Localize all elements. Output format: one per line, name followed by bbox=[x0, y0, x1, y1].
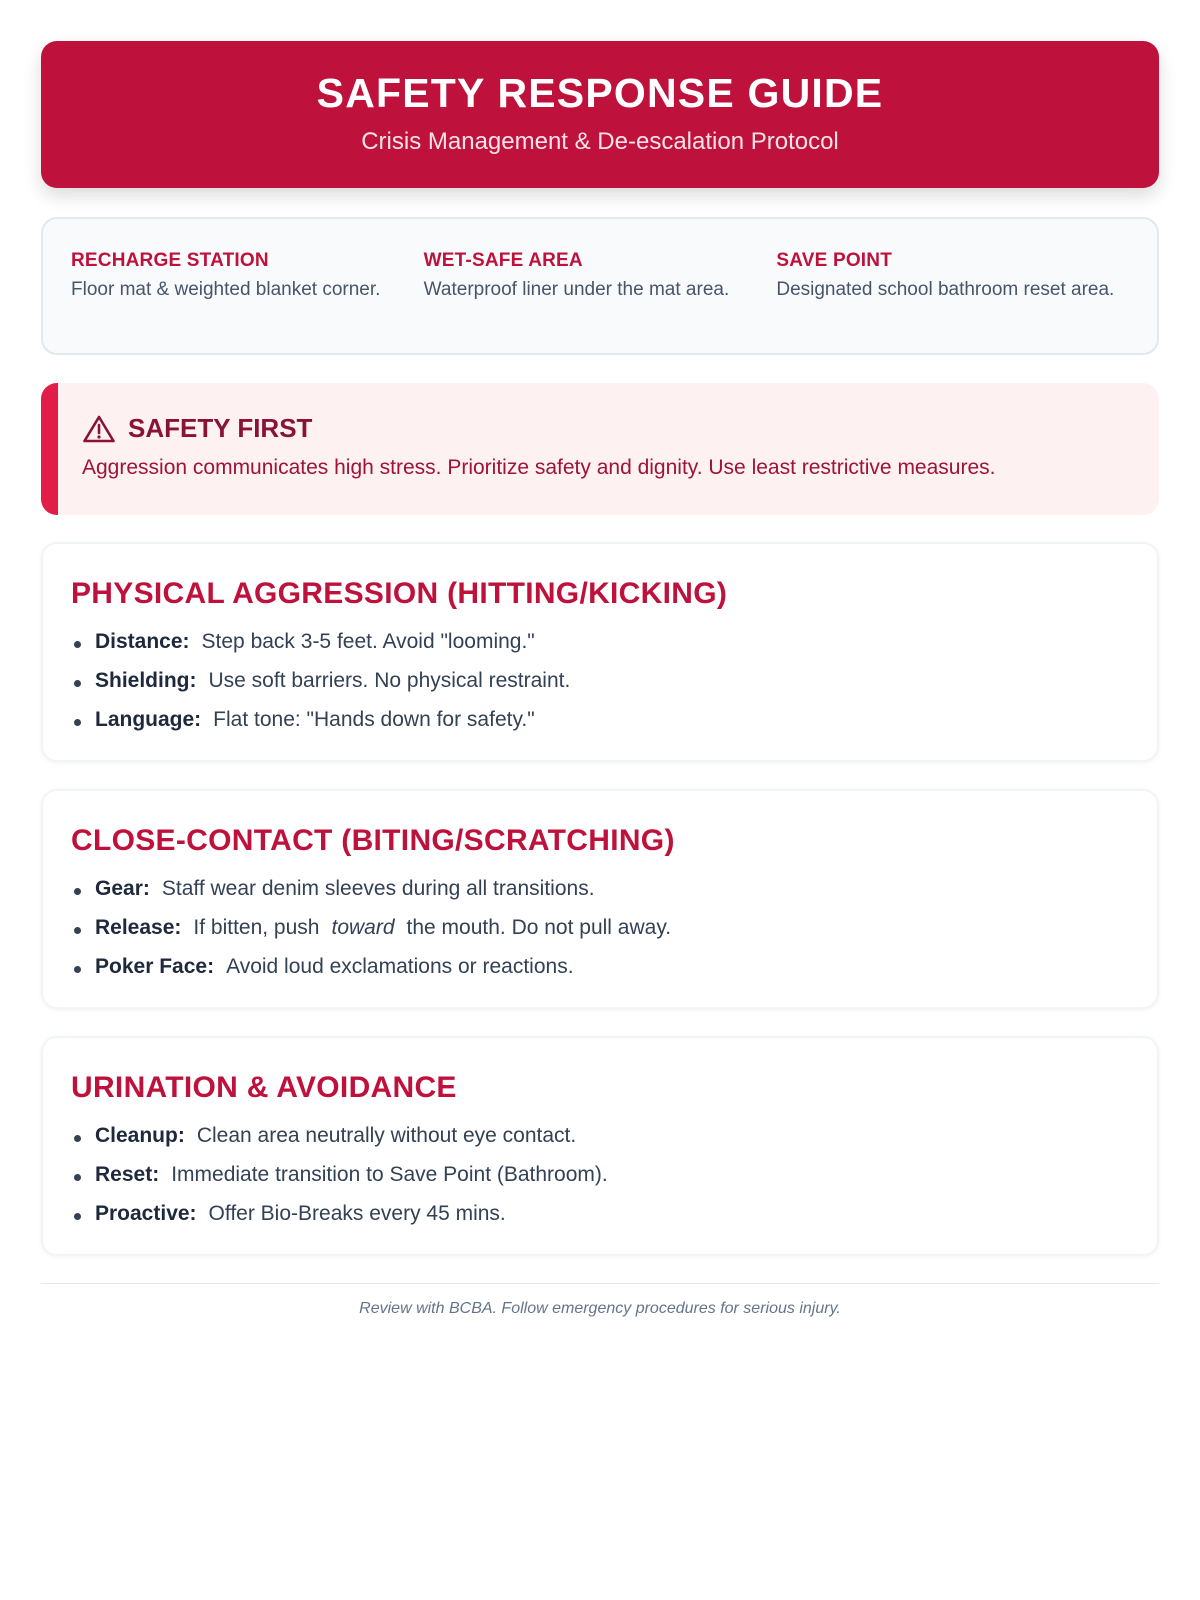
item-text: Avoid loud exclamations or reactions. bbox=[226, 955, 574, 978]
zone-save-point bbox=[776, 250, 1129, 353]
section-title: PHYSICAL AGGRESSION (HITTING/KICKING) bbox=[71, 577, 728, 610]
item-text-before: If bitten, push bbox=[193, 916, 320, 939]
warning-triangle-icon bbox=[82, 414, 116, 444]
item-text: Staff wear denim sleeves during all transitions. bbox=[161, 877, 595, 900]
alert-text: Aggression communicates high stress. Prioritize safety and dignity. Use least restrictive measures. bbox=[82, 456, 996, 479]
zone-recharge-station bbox=[71, 250, 424, 353]
zone-text: Waterproof liner under the mat area. bbox=[423, 279, 730, 300]
item-label: Proactive: bbox=[95, 1202, 197, 1225]
item-text: Offer Bio-Breaks every 45 mins. bbox=[208, 1202, 506, 1225]
footer-note: Review with BCBA. Follow emergency procedures for serious injury. bbox=[359, 1300, 841, 1317]
page-title: SAFETY RESPONSE GUIDE bbox=[316, 70, 884, 116]
item-text: Clean area neutrally without eye contact. bbox=[196, 1124, 577, 1147]
alert-accent-bar bbox=[41, 383, 58, 515]
list-item bbox=[71, 624, 1129, 663]
section-title: CLOSE-CONTACT (BITING/SCRATCHING) bbox=[71, 824, 675, 857]
list-item bbox=[71, 910, 1129, 949]
list-item bbox=[71, 871, 1129, 910]
zone-label: WET-SAFE AREA bbox=[423, 250, 583, 271]
alert-title: SAFETY FIRST bbox=[128, 413, 313, 443]
item-label: Cleanup: bbox=[95, 1124, 185, 1147]
list-item bbox=[71, 1118, 1129, 1157]
list-item bbox=[71, 949, 1129, 988]
item-label: Release: bbox=[95, 916, 182, 939]
section-physical-aggression bbox=[41, 542, 1159, 762]
zone-text: Floor mat & weighted blanket corner. bbox=[71, 279, 381, 300]
header-banner bbox=[41, 41, 1159, 188]
item-label: Poker Face: bbox=[95, 955, 215, 978]
section-list bbox=[71, 1118, 1129, 1235]
item-text: Flat tone: "Hands down for safety." bbox=[213, 708, 535, 731]
zone-label: RECHARGE STATION bbox=[71, 250, 269, 271]
list-item bbox=[71, 1196, 1129, 1235]
item-text: Use soft barriers. No physical restraint. bbox=[208, 669, 571, 692]
item-label: Reset: bbox=[95, 1163, 160, 1186]
zone-wet-safe-area bbox=[424, 250, 777, 353]
item-text: Immediate transition to Save Point (Bathroom). bbox=[171, 1163, 608, 1186]
section-list bbox=[71, 624, 1129, 741]
zones-panel bbox=[41, 217, 1159, 355]
section-close-contact bbox=[41, 789, 1159, 1009]
item-emphasis: toward bbox=[331, 916, 395, 939]
list-item bbox=[71, 1157, 1129, 1196]
zone-label: SAVE POINT bbox=[776, 250, 893, 271]
list-item bbox=[71, 663, 1129, 702]
page-subtitle: Crisis Management & De-escalation Protocol bbox=[361, 128, 839, 155]
item-text-after: the mouth. Do not pull away. bbox=[406, 916, 672, 939]
section-urination-avoidance bbox=[41, 1036, 1159, 1256]
list-item bbox=[71, 702, 1129, 741]
safety-alert bbox=[41, 383, 1159, 515]
alert-header bbox=[82, 413, 1119, 444]
item-text: Step back 3-5 feet. Avoid "looming." bbox=[201, 630, 535, 653]
section-list bbox=[71, 871, 1129, 988]
item-label: Gear: bbox=[95, 877, 150, 900]
item-label: Distance: bbox=[95, 630, 190, 653]
footer-divider bbox=[41, 1283, 1159, 1284]
section-title: URINATION & AVOIDANCE bbox=[71, 1071, 457, 1104]
item-label: Shielding: bbox=[95, 669, 197, 692]
item-label: Language: bbox=[95, 708, 202, 731]
zone-text: Designated school bathroom reset area. bbox=[776, 279, 1115, 300]
